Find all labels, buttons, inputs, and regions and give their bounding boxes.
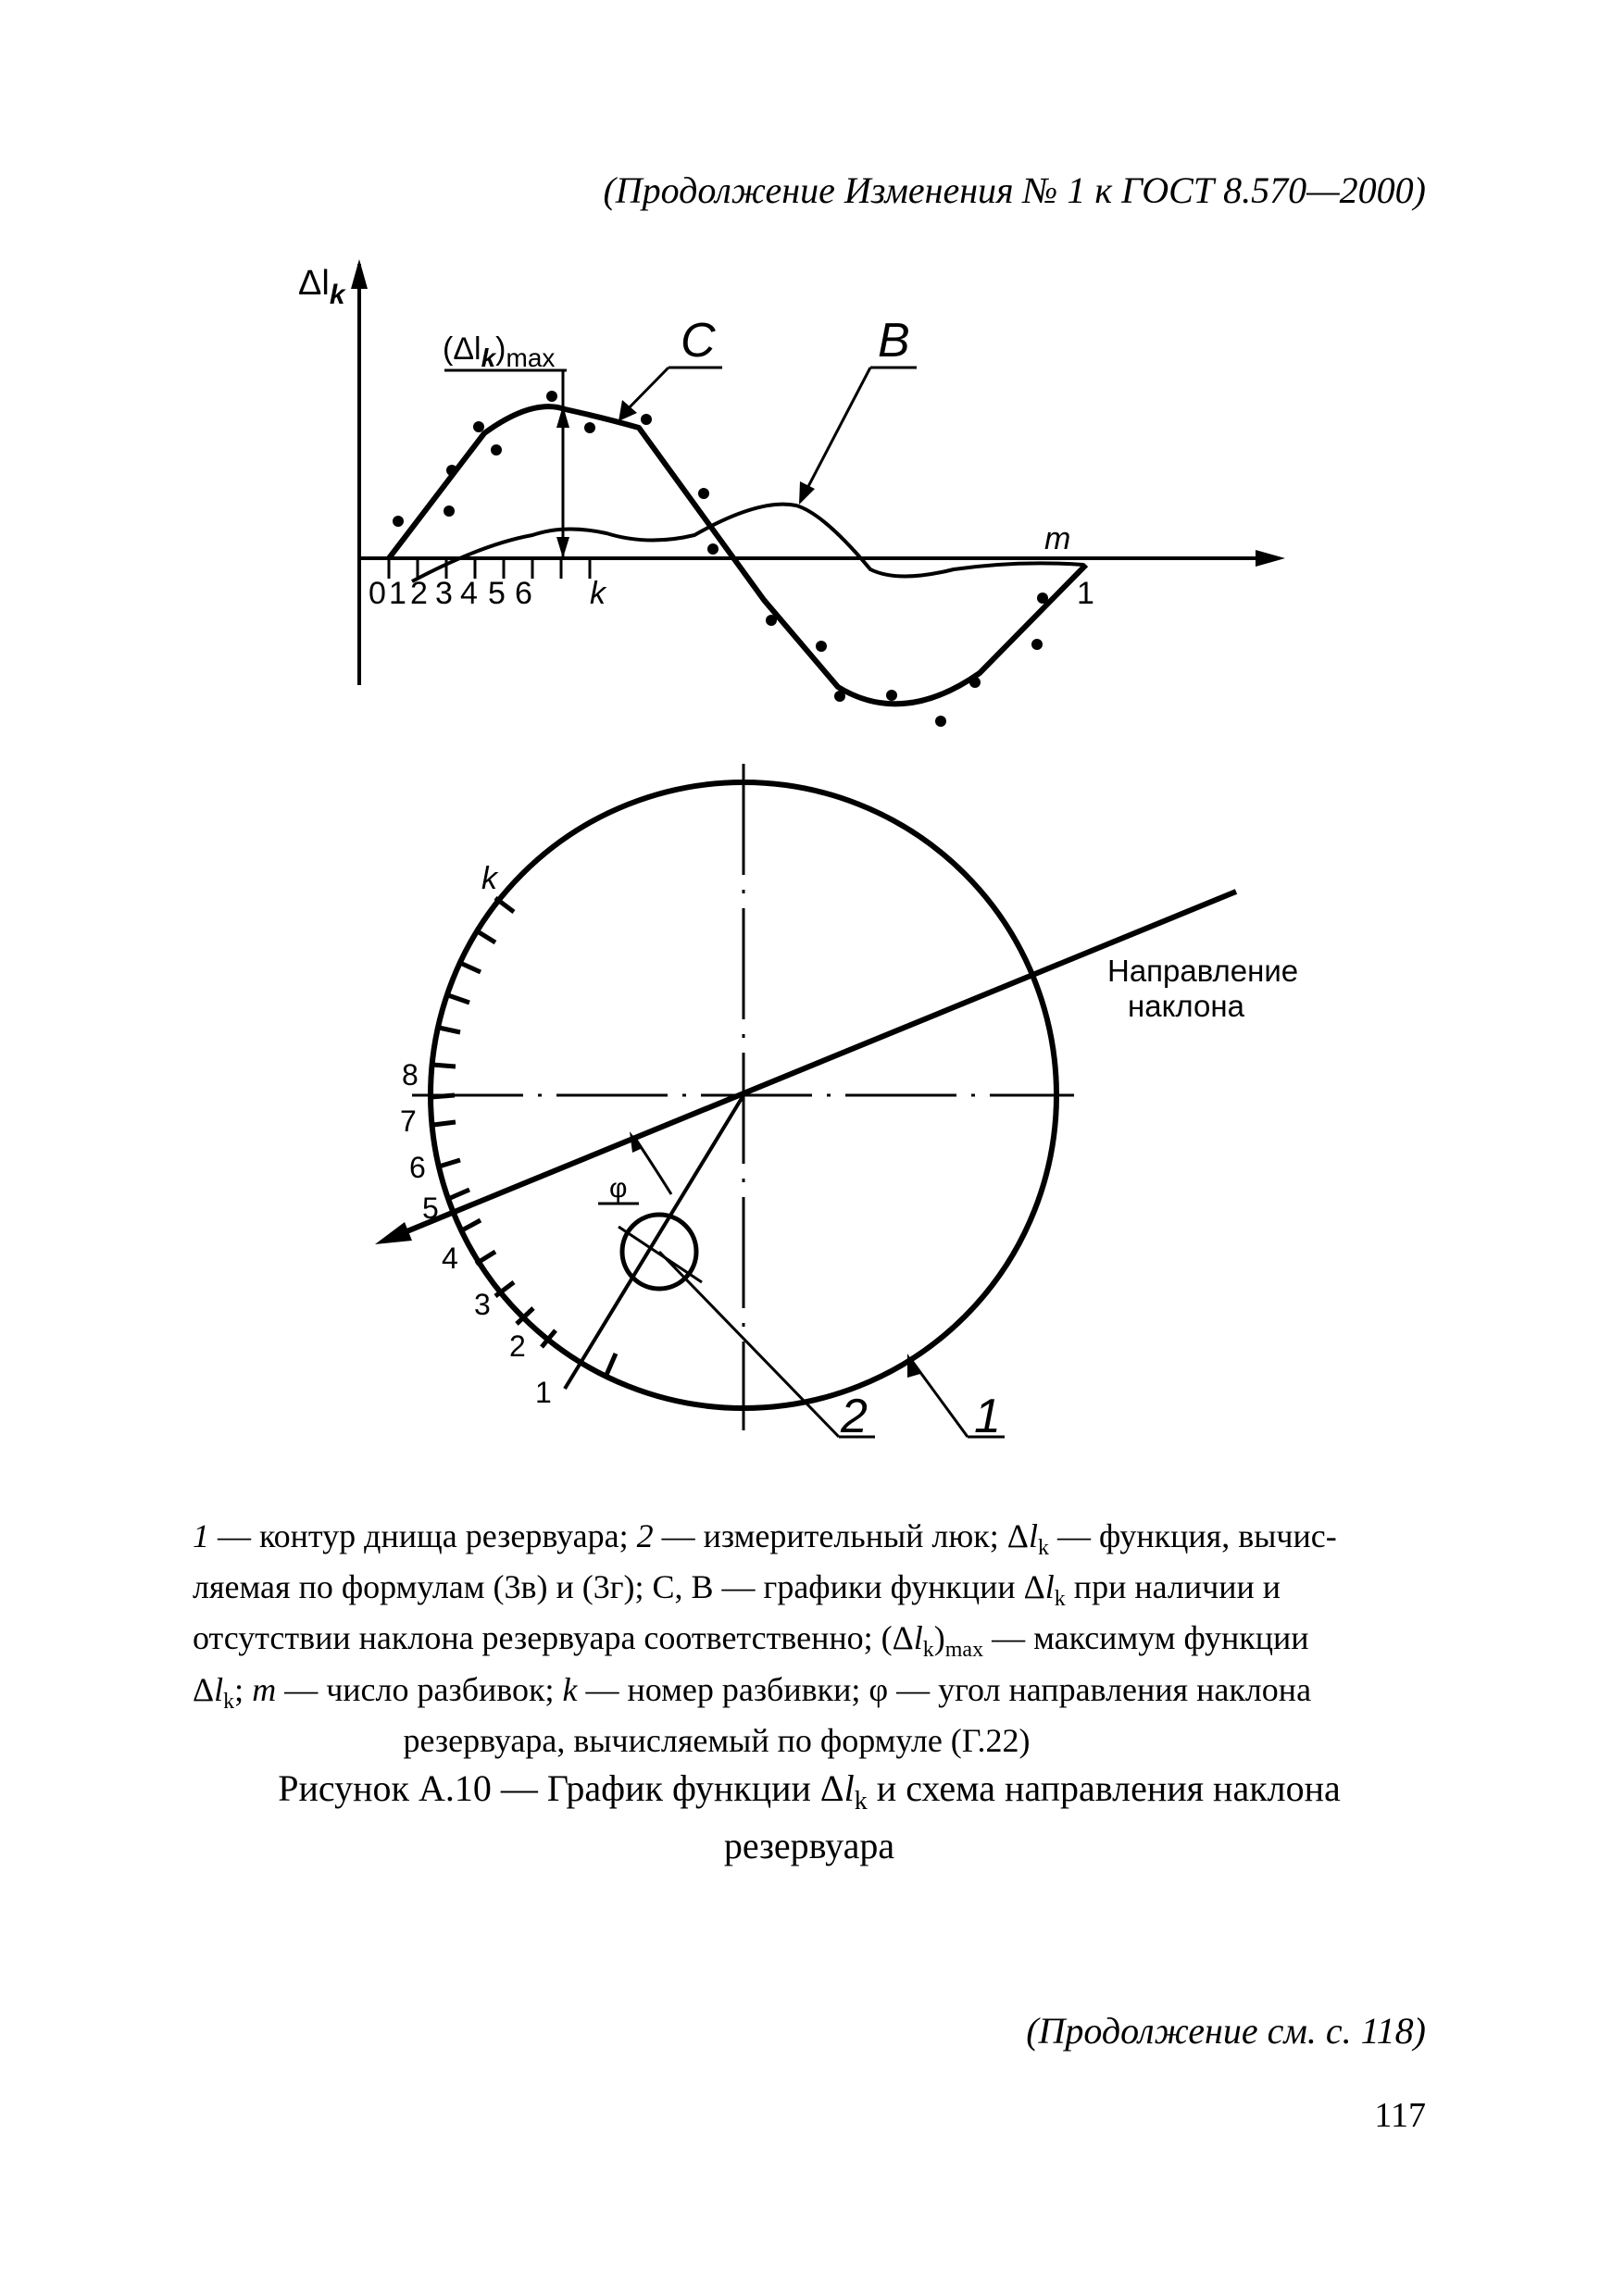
y-axis-label: $\Delta l_k$ [298,264,345,310]
tick-label: 3 [435,576,453,611]
tick-label: 6 [515,576,532,611]
phi-label: φ [609,1173,628,1204]
rim-number: 7 [400,1104,417,1138]
legend-line: отсутствии наклона резервуара соответственно; $(\Delta l_k)_{max}$ — максимум функции [193,1619,1309,1663]
tick-label: 1 [389,576,406,611]
legend-line: $\Delta l_k$; m — число разбивок; k — номер разбивки; φ — угол направления наклона [193,1670,1312,1714]
rim-number: 5 [422,1192,439,1225]
callout-1-label: 1 [974,1390,1001,1443]
radius-to-point-1 [565,1095,744,1389]
header-continuation: (Продолжение Изменения № 1 к ГОСТ 8.570—2000) [603,169,1426,211]
tank-scheme [375,764,1236,1437]
max-label: $(\Delta l_k)_{max}$ [443,331,556,372]
rim-number: 4 [442,1242,458,1275]
graph-k-label: k [590,576,606,611]
rim-number: 2 [509,1329,526,1363]
legend-line: 1 — контур днища резервуара; 2 — измерительный люк; $\Delta l_k$ — функция, вычис- [193,1517,1337,1561]
tick-labels [369,576,532,611]
footer-continuation: (Продолжение см. с. 118) [1026,2010,1426,2052]
m-label: m [1044,521,1071,556]
scheme-k-label: k [481,861,497,896]
curve-c-label: C [681,314,716,368]
direction-label-line2: наклона [1128,989,1244,1023]
curve-b-label: B [878,314,910,368]
direction-line [389,892,1236,1239]
rim-number: 8 [402,1058,419,1092]
legend-line: ляемая по формулам (3в) и (3г); С, В — графики функции $\Delta l_k$ при наличии и [193,1568,1281,1612]
direction-label-line1: Направление [1107,954,1299,988]
rim-number: 3 [474,1288,491,1321]
page-number: 117 [1374,2096,1426,2135]
callout-1-leader [912,1361,968,1437]
curve-b [412,505,1083,581]
direction-arrow-head [375,1222,412,1244]
tick-label: 4 [460,576,478,611]
tick-label: 2 [410,576,428,611]
rim-number: 6 [409,1151,426,1184]
figure-legend [193,1516,1426,1760]
curve-leaders [619,368,917,505]
figure-title: Рисунок А.10 — График функции $\Delta l_k$ и схема направления наклона резервуара [278,1767,1341,1866]
legend-line: резервуара, вычисляемый по формуле (Г.22) [403,1721,1031,1759]
graph-axes [351,259,1285,685]
graph-end-label: 1 [1077,576,1094,611]
rim-number: 1 [535,1376,552,1409]
tick-label: 0 [369,576,386,611]
callout-2-label: 2 [841,1390,868,1443]
tick-label: 5 [488,576,506,611]
